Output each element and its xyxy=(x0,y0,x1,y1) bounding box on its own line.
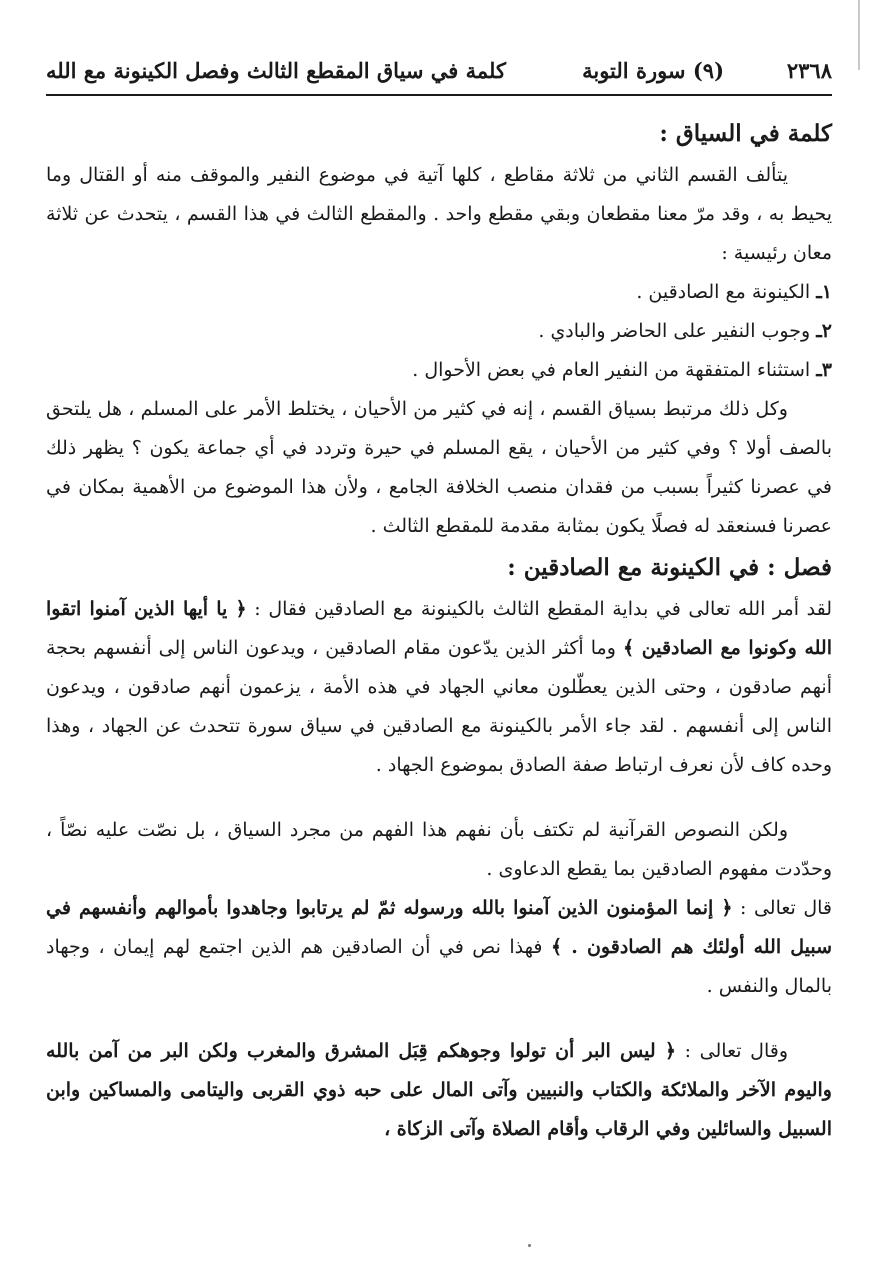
list-item-number: ١ـ xyxy=(816,281,832,303)
quran-quote: ﴿ إنما المؤمنون الذين آمنوا بالله ورسوله ثمّ لم يرتابوا وجاهدوا بأموالهم وأنفسهم في سبيل الله أولئك هم الصادقون . ﴾ xyxy=(46,897,832,958)
page-body xyxy=(46,112,832,1149)
page-number: ٢٣٦٨ xyxy=(786,58,832,83)
paragraph-texts: ولكن النصوص القرآنية لم تكتف بأن نفهم هذا الفهم من مجرد السياق ، بل نصّت عليه نصّاً ، وحدّدت مفهوم الصادقين بما يقطع الدعاوى . xyxy=(46,819,832,880)
page-spine-shadow xyxy=(858,0,860,70)
quran-quote: ﴿ ليس البر أن تولوا وجوهكم قِبَل المشرق والمغرب ولكن البر من آمن بالله واليوم الآخر والملائكة والكتاب والنبيين وآتى المال على حبه ذوي القربى واليتامى والمساكين وابن السبيل والسائلين وفي الرقاب وأقام الصلاة وآتى الزكاة ، xyxy=(46,1040,832,1140)
paragraph-text: وما أكثر الذين يدّعون مقام الصادقين ، ويدعون الناس إلى أنفسهم بحجة أنهم صادقون ، وحتى الذين يعطّلون معاني الجهاد في هذه الأمة ، يزعمون أنهم صادقون ، ويدعون الناس إلى أنفسهم . لقد جاء الأمر بالكينونة مع الصادقين في سياق سورة تتحدث عن الجهاد ، وهذا وحده كاف لأن نعرف ارتباط صفة الصادق بموضوع الجهاد . xyxy=(46,637,832,776)
paragraph-text: فهذا نص في أن الصادقين هم الذين اجتمع لهم إيمان ، وجهاد بالمال والنفس . xyxy=(46,936,832,997)
paragraph-believers xyxy=(46,889,832,1006)
list-item-number: ٣ـ xyxy=(816,359,832,381)
running-header xyxy=(46,52,832,92)
list-item-text: الكينونة مع الصادقين . xyxy=(636,281,811,303)
quran-quote: ﴿ يا أيها الذين آمنوا اتقوا الله وكونوا مع الصادقين ﴾ xyxy=(46,598,832,659)
paragraph-text: قال تعالى : xyxy=(740,897,832,919)
sura-label: (٩) سورة التوبة xyxy=(582,58,724,83)
paragraph-text: لقد أمر الله تعالى في بداية المقطع الثالث بالكينونة مع الصادقين فقال : xyxy=(254,598,832,620)
paragraph-text: وقال تعالى : xyxy=(684,1040,789,1062)
list-item-text: وجوب النفير على الحاضر والبادي . xyxy=(538,320,811,342)
header-title: كلمة في سياق المقطع الثالث وفصل الكينونة مع الله xyxy=(46,58,507,83)
list-item xyxy=(46,273,832,312)
list-item xyxy=(46,312,832,351)
list-item-text: استثناء المتفقهة من النفير العام في بعض الأحوال . xyxy=(412,359,811,381)
footer-speck xyxy=(528,1244,531,1247)
intro-paragraph: يتألف القسم الثاني من ثلاثة مقاطع ، كلها آتية في موضوع النفير والموقف منه أو القتال وما يحيط به ، وقد مرّ معنا مقطعان وبقي مقطع واحد . والمقطع الثالث في هذا القسم ، يتحدث عن ثلاثة معان رئيسية : xyxy=(46,164,832,264)
list-item xyxy=(46,351,832,390)
context-paragraph: وكل ذلك مرتبط بسياق القسم ، إنه في كثير من الأحيان ، يختلط الأمر على المسلم ، هل يلتحق بالصف أولا ؟ وفي كثير من الأحيان ، يقع المسلم في حيرة وتردد في أي جماعة يكون ؟ يظهر ذلك في عصرنا كثيراً بسبب من فقدان منصب الخلافة الجامع ، ولأن هذا الموضوع من الأهمية بمكان في عصرنا فسنعقد له فصلًا يكون بمثابة مقدمة للمقطع الثالث . xyxy=(46,398,832,537)
section-heading-context: كلمة في السياق : xyxy=(659,120,832,147)
paragraph-gap xyxy=(46,1006,832,1032)
section-heading-truthful: فصل : في الكينونة مع الصادقين : xyxy=(507,554,832,581)
paragraph-gap xyxy=(46,785,832,811)
header-rule xyxy=(46,94,832,96)
list-item-number: ٢ـ xyxy=(816,320,832,342)
paragraph-righteousness xyxy=(46,1032,832,1149)
paragraph-command xyxy=(46,590,832,785)
